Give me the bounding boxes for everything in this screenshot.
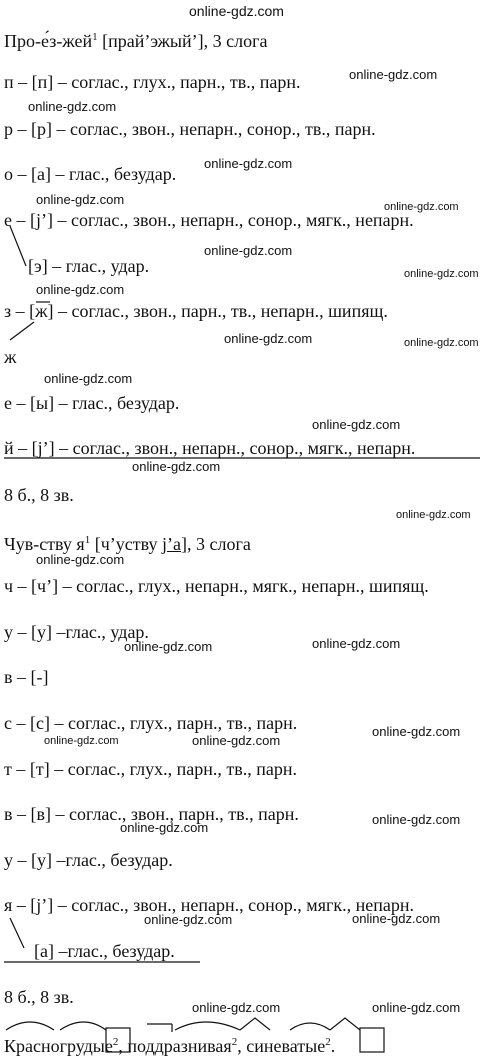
word2-transcription-end: ], 3 слога xyxy=(180,534,251,554)
watermark: online-gdz.com xyxy=(132,459,221,474)
watermark: online-gdz.com xyxy=(312,636,401,651)
watermark: online-gdz.com xyxy=(124,639,213,654)
letter-line: у – [у] –глас., безудар. xyxy=(4,850,173,870)
watermark: online-gdz.com xyxy=(204,243,293,258)
watermark: online-gdz.com xyxy=(192,733,281,748)
watermark: online-gdz.com xyxy=(372,812,461,827)
letter-line: т – [т] – соглас., глух., парн., тв., парн. xyxy=(4,759,297,779)
watermark: online-gdz.com xyxy=(36,552,125,567)
word1-sup: 1 xyxy=(92,31,98,43)
word1-summary: 8 б., 8 зв. xyxy=(4,485,74,505)
watermark: online-gdz.com xyxy=(384,201,459,213)
letter-line: з – [ж] – соглас., звон., парн., тв., непарн., шипящ. xyxy=(4,301,388,321)
watermark: online-gdz.com xyxy=(44,371,133,386)
root-arc xyxy=(175,1022,240,1030)
morpheme-sup: 2 xyxy=(112,1036,119,1048)
watermark: online-gdz.com xyxy=(372,1000,461,1015)
letter-line: е – [j’] – соглас., звон., непарн., сонор., мягк., непарн. xyxy=(4,210,414,230)
root-arc xyxy=(6,1022,54,1030)
watermark: online-gdz.com xyxy=(372,724,461,739)
suffix-mark xyxy=(330,1018,360,1030)
watermark: online-gdz.com xyxy=(28,99,117,114)
watermark: online-gdz.com xyxy=(144,912,233,927)
word2-summary: 8 б., 8 зв. xyxy=(4,987,74,1007)
branch-line xyxy=(10,918,24,948)
letter-line: я – [j’] – соглас., звон., непарн., сонор., мягк., непарн. xyxy=(4,895,414,915)
letter-line: ж xyxy=(4,347,17,367)
root-arc xyxy=(290,1023,330,1030)
letter-line: р – [р] – соглас., звон., непарн., сонор., тв., парн. xyxy=(4,119,376,139)
watermark: online-gdz.com xyxy=(120,820,209,835)
watermark: online-gdz.com xyxy=(404,268,479,280)
morpheme-sup: 2 xyxy=(325,1036,331,1048)
watermark: online-gdz.com xyxy=(396,509,471,521)
letter-line: е – [ы] – глас., безудар. xyxy=(4,393,180,413)
letter-line: п – [п] – соглас., глух., парн., тв., парн. xyxy=(4,72,301,92)
letter-line: о – [а] – глас., безудар. xyxy=(4,164,177,184)
watermark: online-gdz.com xyxy=(36,192,125,207)
letter-line: в – [в] – соглас., звон., парн., тв., парн. xyxy=(4,804,299,824)
morpheme-sup: 2 xyxy=(231,1036,238,1048)
watermark: online-gdz.com xyxy=(44,735,119,747)
period: . xyxy=(330,1036,336,1056)
watermark: online-gdz.com xyxy=(352,911,441,926)
suffix-mark xyxy=(240,1018,270,1030)
word1-syllables: Про-е́з-жей xyxy=(4,31,93,51)
word2-transcription: [ч’уству xyxy=(90,534,162,554)
word-poddraznivaya: поддразнивая xyxy=(127,1036,232,1056)
letter-line: ч – [ч’] – соглас., глух., непарн., мягк., непарн., шипящ. xyxy=(4,576,429,596)
word-krasnogrudye: Красногрудые xyxy=(4,1036,113,1056)
branch-line xyxy=(10,322,34,340)
separator: , xyxy=(237,1036,247,1056)
watermark: online-gdz.com xyxy=(189,3,284,19)
root-arc xyxy=(60,1022,106,1030)
word2-transcription-underlined: j’а xyxy=(162,534,181,554)
word-sinevatye: синеватые xyxy=(246,1036,326,1056)
ending-box xyxy=(106,1028,130,1052)
separator: , xyxy=(118,1036,128,1056)
watermark: online-gdz.com xyxy=(192,1000,281,1015)
watermark: online-gdz.com xyxy=(404,337,479,349)
watermark: online-gdz.com xyxy=(36,282,125,297)
watermark: online-gdz.com xyxy=(312,417,401,432)
word2-sup: 1 xyxy=(84,534,91,546)
word2-syllables: Чув-ству я xyxy=(4,534,85,554)
letter-line: с – [с] – соглас., глух., парн., тв., парн. xyxy=(4,713,298,733)
watermark: online-gdz.com xyxy=(349,67,438,82)
watermark: online-gdz.com xyxy=(204,156,293,171)
letter-line: в – [-] xyxy=(4,667,49,687)
letter-line: й – [j’] – соглас., звон., непарн., сонор., мягк., непарн. xyxy=(4,438,416,458)
branch-line xyxy=(10,226,26,266)
letter-line: [а] –глас., безудар. xyxy=(34,941,175,961)
watermark: online-gdz.com xyxy=(224,331,313,346)
ending-box xyxy=(360,1028,384,1052)
word1-transcription: [прай’эжый’], 3 слога xyxy=(97,31,268,51)
letter-line: у – [у] –глас., удар. xyxy=(4,622,149,642)
letter-line: [э] – глас., удар. xyxy=(28,256,150,276)
